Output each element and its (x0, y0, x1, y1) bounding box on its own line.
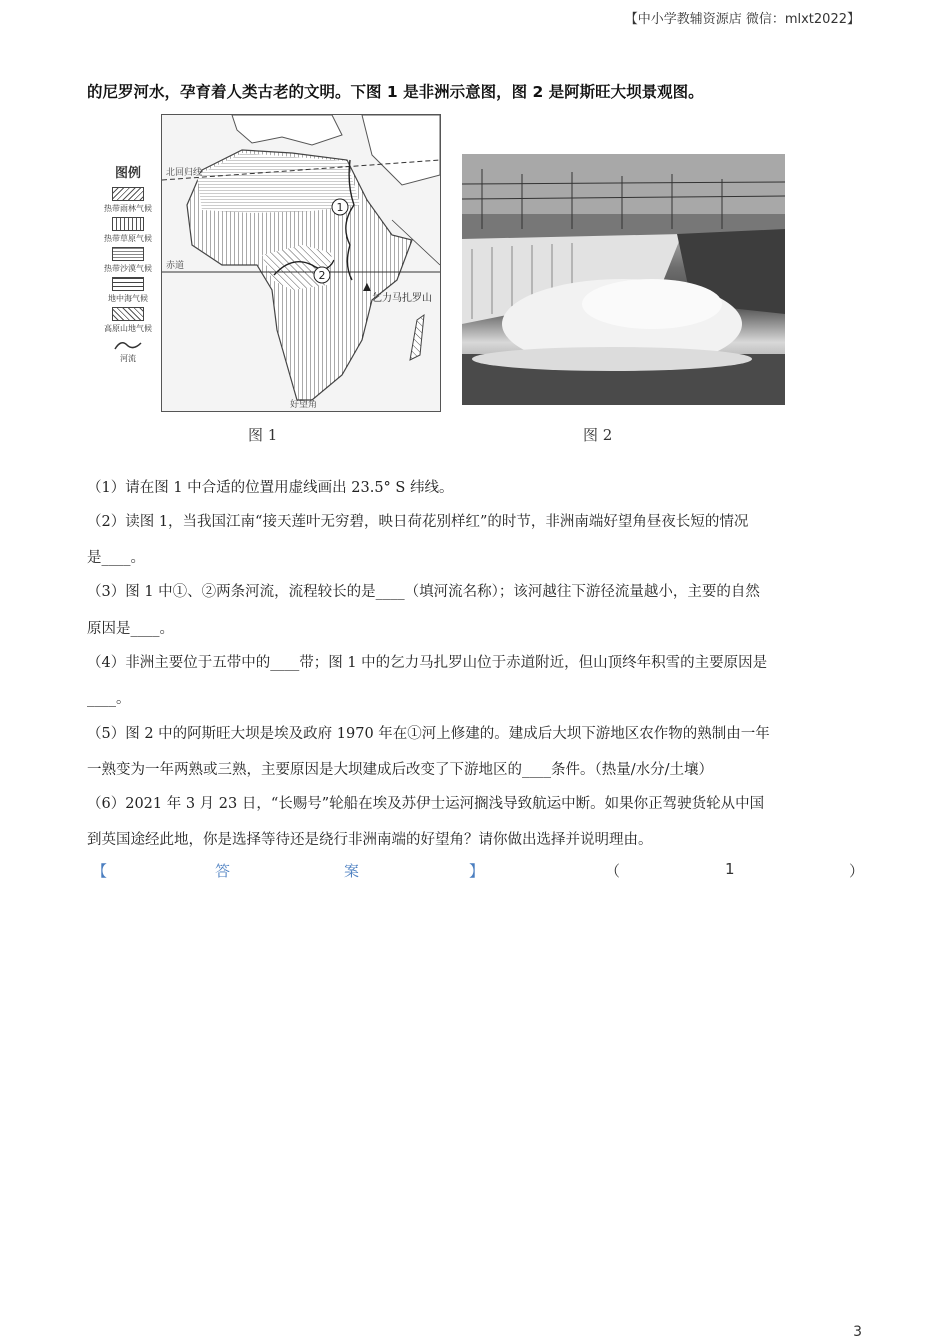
figure2-caption: 图 2 (583, 426, 613, 444)
question-2-cont: 是____。 (87, 550, 145, 566)
legend-label: 河流 (120, 354, 136, 363)
legend-item-desert (100, 247, 156, 274)
cape-label: 好望角 (290, 400, 318, 410)
answer-number: 1 (725, 860, 735, 878)
answer-bracket-close: 】 (469, 862, 485, 880)
aswan-dam-photo (462, 154, 785, 405)
question-4-cont: ____。 (87, 691, 131, 707)
answer-bracket-open: 【 (92, 862, 108, 880)
figure1-caption: 图 1 (248, 426, 278, 444)
equator-label: 赤道 (166, 261, 185, 271)
africa-map (161, 114, 441, 412)
savanna-swatch-icon (112, 217, 144, 231)
legend-label: 高原山地气候 (104, 324, 152, 333)
question-3-cont: 原因是____。 (87, 621, 174, 637)
answer-paren-close: ） (849, 862, 865, 880)
header-tag: 【中小学教辅资源店 微信：mlxt2022】 (624, 12, 860, 27)
legend-item-rainforest (100, 187, 156, 214)
question-2: （2）读图 1，当我国江南“接天莲叶无穷碧，映日荷花别样红”的时节，非洲南端好望角昼夜长短的情况 (87, 514, 749, 530)
question-4: （4）非洲主要位于五带中的____带；图 1 中的乞力马扎罗山位于赤道附近，但山顶终年积雪的主要原因是 (87, 655, 768, 671)
legend-title: 图例 (114, 166, 141, 181)
legend-label: 热带草原气候 (104, 234, 152, 243)
tropic-label: 北回归线 (166, 168, 203, 178)
desert-swatch-icon (112, 247, 144, 261)
legend-item-savanna (100, 217, 156, 244)
mediterranean-swatch-icon (112, 277, 144, 291)
answer-char-1: 答 (215, 862, 231, 880)
legend-item-mediterranean (100, 277, 156, 304)
highland-swatch-icon (112, 307, 144, 321)
river-2-label: 2 (318, 269, 326, 282)
page-number: 3 (853, 1324, 862, 1340)
answer-paren-open: （ (605, 862, 621, 880)
question-6: （6）2021 年 3 月 23 日，“长赐号”轮船在埃及苏伊士运河搁浅导致航运中断。如果你正驾驶货轮从中国 (87, 796, 765, 812)
kilimanjaro-label: 乞力马扎罗山 (372, 293, 432, 304)
river-1-label: 1 (336, 201, 344, 214)
dam-photo-svg (462, 154, 785, 405)
legend-item-river (100, 337, 156, 364)
river-icon (113, 337, 143, 351)
intro-text: 的尼罗河水，孕育着人类古老的文明。下图 1 是非洲示意图，图 2 是阿斯旺大坝景观图。 (87, 83, 704, 101)
question-5-cont: 一熟变为一年两熟或三熟，主要原因是大坝建成后改变了下游地区的____条件。（热量/水分/土壤） (87, 762, 714, 778)
africa-map-svg (162, 115, 440, 411)
question-1: （1）请在图 1 中合适的位置用虚线画出 23.5° S 纬线。 (87, 480, 454, 496)
legend-label: 地中海气候 (108, 294, 148, 303)
question-6-cont: 到英国途经此地，你是选择等待还是绕行非洲南端的好望角？请你做出选择并说明理由。 (87, 832, 653, 848)
question-5: （5）图 2 中的阿斯旺大坝是埃及政府 1970 年在①河上修建的。建成后大坝下游地区农作物的熟制由一年 (87, 726, 770, 742)
question-3: （3）图 1 中①、②两条河流，流程较长的是____（填河流名称）；该河越往下游径流量越小，主要的自然 (87, 584, 760, 600)
legend-item-highland (100, 307, 156, 334)
map-legend (100, 162, 156, 367)
legend-label: 热带沙漠气候 (104, 264, 152, 273)
rainforest-swatch-icon (112, 187, 144, 201)
answer-char-2: 案 (344, 862, 360, 880)
legend-label: 热带雨林气候 (104, 204, 152, 213)
